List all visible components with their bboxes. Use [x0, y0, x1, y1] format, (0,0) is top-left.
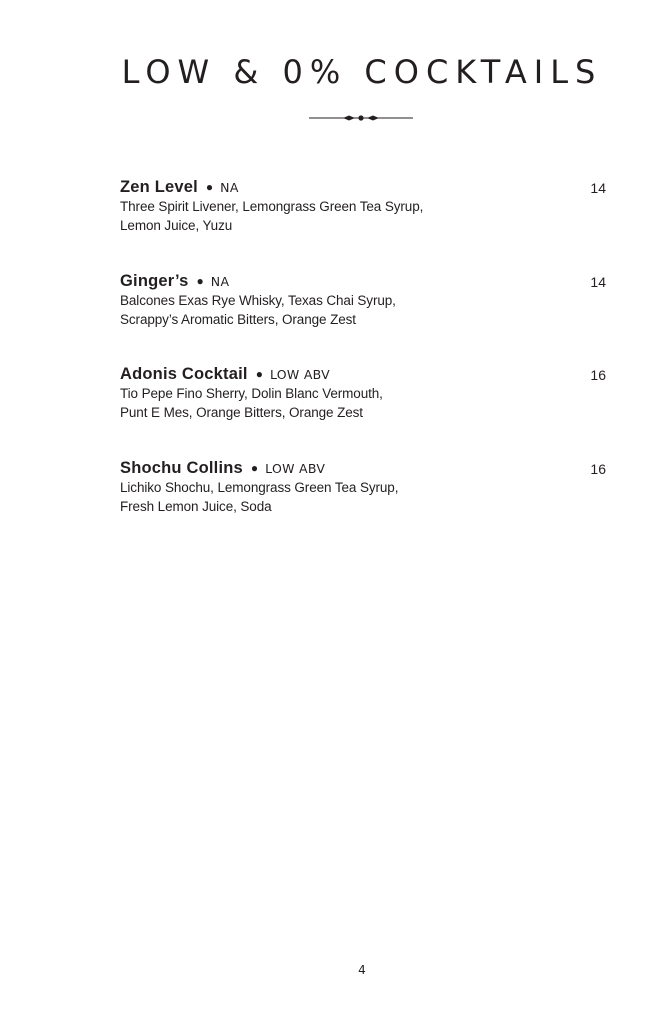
description-line: Punt E Mes, Orange Bitters, Orange Zest: [120, 404, 363, 420]
bullet-icon: ●: [205, 180, 214, 194]
menu-item: [120, 270, 606, 329]
menu-item-price: 14: [590, 180, 606, 196]
description-line: Three Spirit Livener, Lemongrass Green Tea Syrup,: [120, 199, 424, 214]
menu-item-tag: LOW ABV: [265, 461, 326, 476]
bullet-icon: ●: [250, 461, 259, 475]
menu-item-name: Adonis Cocktail: [120, 365, 248, 383]
menu-item-price: 16: [590, 367, 606, 383]
menu-item: [120, 176, 606, 235]
bullet-icon: ●: [255, 367, 263, 381]
menu-item-description: [120, 385, 460, 422]
menu-item-header: [120, 363, 606, 385]
menu-item-name: Zen Level: [120, 178, 198, 196]
menu-item-name: Ginger’s: [120, 272, 189, 290]
menu-item-price: 16: [590, 461, 606, 477]
menu-item-description: [120, 479, 460, 516]
ornamental-divider-icon: [309, 111, 413, 125]
menu-item-tag: NA: [220, 180, 239, 195]
description-line: Balcones Exas Rye Whisky, Texas Chai Syrup,: [120, 293, 396, 308]
menu-item-name: Shochu Collins: [120, 459, 243, 477]
menu-item-description: [120, 198, 460, 235]
description-line: Tio Pepe Fino Sherry, Dolin Blanc Vermouth,: [120, 386, 383, 401]
page-title: LOW & 0% COCKTAILS: [121, 53, 603, 91]
description-line: Lichiko Shochu, Lemongrass Green Tea Syrup,: [120, 480, 399, 495]
menu-item: [120, 457, 606, 516]
bullet-icon: ●: [196, 274, 204, 288]
menu-item-price: 14: [590, 274, 606, 290]
menu-item-tag: LOW ABV: [269, 367, 331, 382]
menu-item-tag: NA: [210, 274, 230, 289]
menu-item-header: [120, 270, 606, 292]
page-number: 4: [358, 963, 366, 977]
menu-item-header: [120, 457, 606, 479]
description-line: Lemon Juice, Yuzu: [120, 217, 233, 233]
menu-item: [120, 363, 606, 422]
menu-item-description: [120, 292, 460, 329]
description-line: Fresh Lemon Juice, Soda: [120, 498, 272, 514]
menu-item-header: [120, 176, 606, 198]
description-line: Scrappy’s Aromatic Bitters, Orange Zest: [120, 311, 356, 327]
